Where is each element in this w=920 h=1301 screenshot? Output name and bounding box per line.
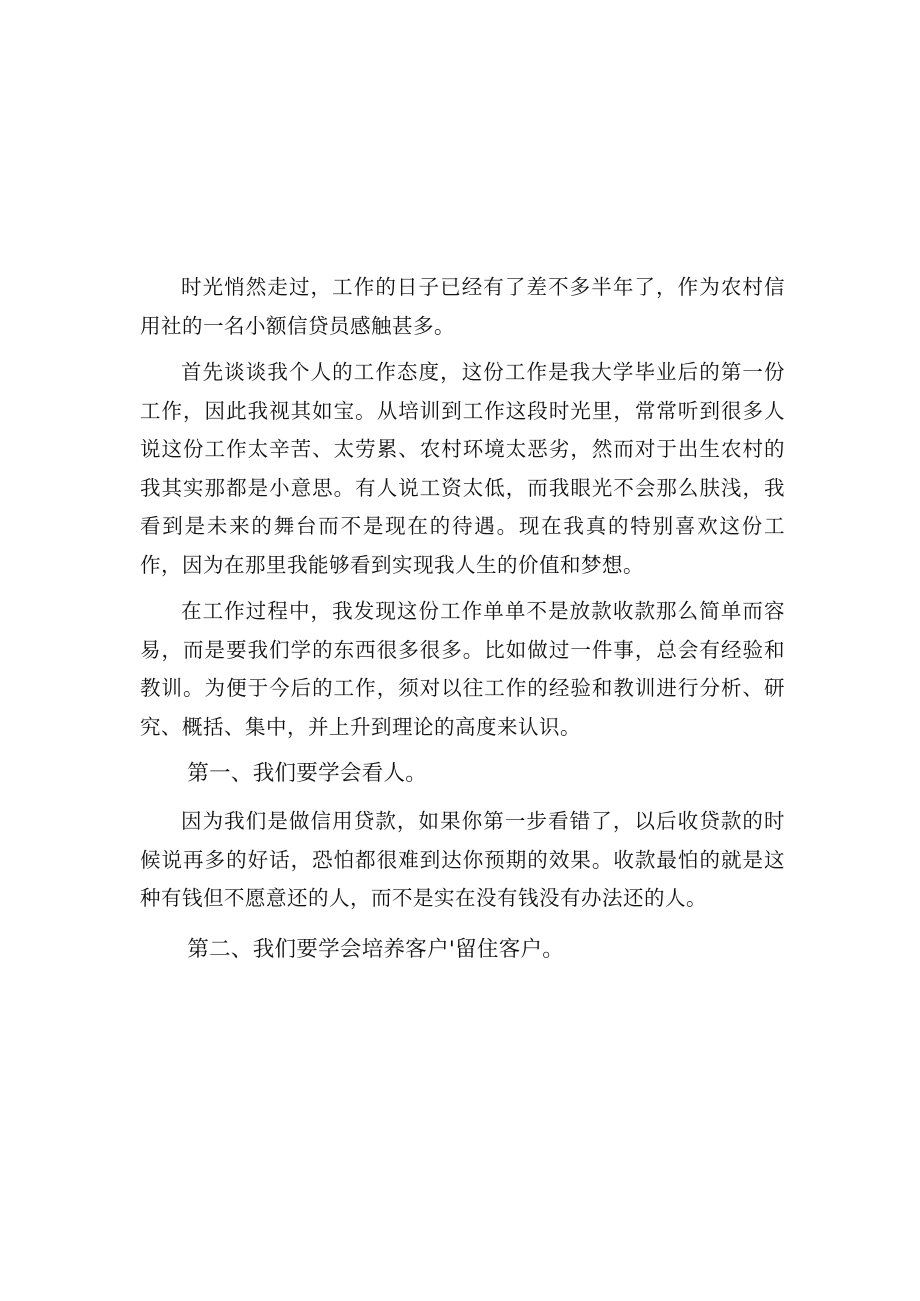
paragraph-work-process: 在工作过程中，我发现这份工作单单不是放款收款那么简单而容易，而是要我们学的东西很多很多。比如做过一件事，总会有经验和教训。为便于今后的工作，须对以往工作的经验和教训进行分析、研究、概括、集中，并上升到理论的高度来认识。: [140, 599, 785, 739]
paragraph-credit-loans: 因为我们是做信用贷款，如果你第一步看错了，以后收贷款的时候说再多的好话，恐怕都很难到达你预期的效果。收款最怕的就是这种有钱但不愿意还的人，而不是实在没有钱没有办法还的人。: [140, 809, 785, 910]
paragraph-work-attitude: 首先谈谈我个人的工作态度，这份工作是我大学毕业后的第一份工作，因此我视其如宝。从培训到工作这段时光里，常常听到很多人说这份工作太辛苦、太劳累、农村环境太恶劣，然而对于出生农村的我其实那都是小意思。有人说工资太低，而我眼光不会那么肤浅，我看到是未来的舞台而不是现在的待遇。现在我真的特别喜欢这份工作，因为在那里我能够看到实现我人生的价值和梦想。: [140, 360, 785, 577]
heading-second: 第二、我们要学会培养客户'留住客户。: [187, 936, 565, 962]
paragraph-intro: 时光悄然走过，工作的日子已经有了差不多半年了，作为农村信用社的一名小额信贷员感触甚多。: [140, 275, 785, 338]
heading-first: 第一、我们要学会看人。: [187, 761, 428, 786]
document-body: [140, 268, 785, 978]
